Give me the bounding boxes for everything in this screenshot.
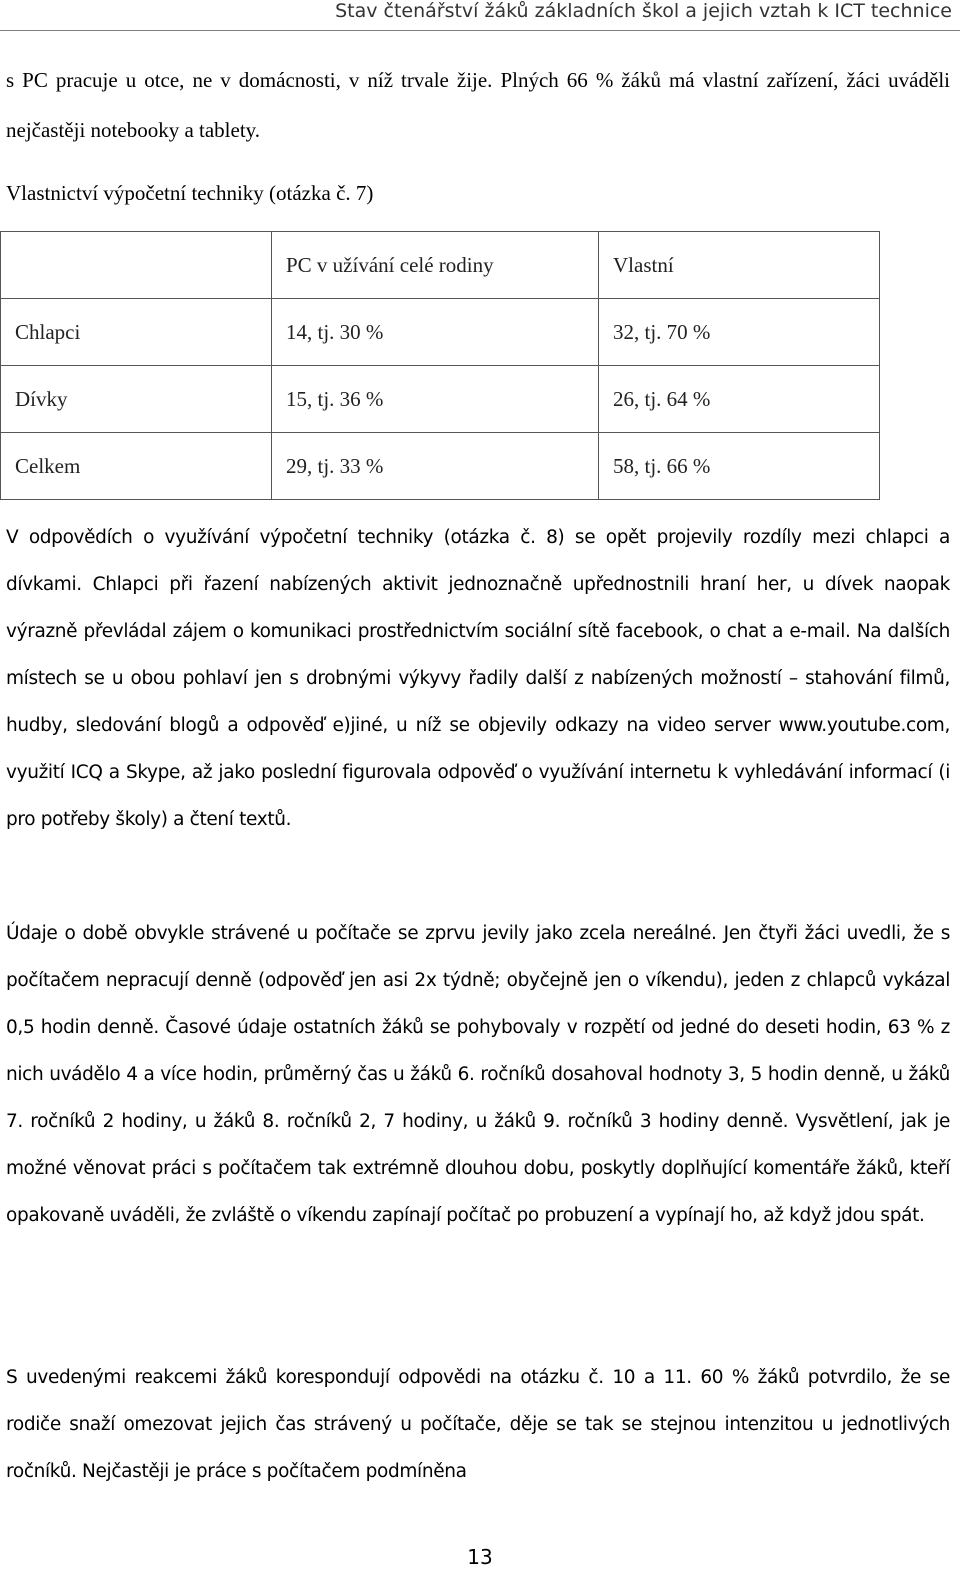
table-row (1, 366, 880, 433)
paragraph-parental-limits (6, 1354, 950, 1495)
table-caption: Vlastnictví výpočetní techniky (otázka č. 7) (6, 181, 374, 205)
intro-paragraph-text: s PC pracuje u otce, ne v domácnosti, v níž trvale žije. Plných 66 % žáků má vlastní zařízení, žáci uváděli nejčastěji notebooky a tablety. (6, 68, 950, 142)
table-cell: 29, tj. 33 % (272, 433, 599, 500)
paragraph-time-spent (6, 910, 950, 1239)
table-cell: 26, tj. 64 % (599, 366, 880, 433)
paragraph-text: V odpovědích o využívání výpočetní techniky (otázka č. 8) se opět projevily rozdíly mezi chlapci a dívkami. Chlapci při řazení nabízených aktivit jednoznačně upřednostnili hraní her, u dívek naopak výrazně převládal zájem o komunikaci prostřednictvím sociální sítě facebook, o chat a e-mail. Na dalších místech se u obou pohlaví jen s drobnými výkyvy řadily další z nabízených možností – stahování filmů, hudby, sledování blogů a odpověď e)jiné, u níž se objevily odkazy na video server www.youtube.com, využití ICQ a Skype, až jako poslední figurovala odpověď o využívání internetu k vyhledávání informací (i pro potřeby školy) a čtení textů. (6, 527, 950, 830)
paragraph-computer-usage (6, 514, 950, 843)
table-row (1, 299, 880, 366)
table-header-row (1, 232, 880, 299)
intro-paragraph (6, 55, 950, 155)
table-header-cell (1, 232, 272, 299)
header-rule (0, 30, 960, 31)
table-cell: 14, tj. 30 % (272, 299, 599, 366)
page-number: 13 (467, 1545, 493, 1569)
table-row (1, 433, 880, 500)
table-cell: 32, tj. 70 % (599, 299, 880, 366)
running-header: Stav čtenářství žáků základních škol a jejich vztah k ICT technice (335, 0, 952, 22)
table-cell: 15, tj. 36 % (272, 366, 599, 433)
table-row-label: Chlapci (1, 299, 272, 366)
table-header-cell: PC v užívání celé rodiny (272, 232, 599, 299)
paragraph-text: Údaje o době obvykle strávené u počítače se zprvu jevily jako zcela nereálné. Jen čtyři žáci uvedli, že s počítačem nepracují denně (odpověď jen asi 2x týdně; obyčejně jen o víkendu), jeden z chlapců vykázal 0,5 hodin denně. Časové údaje ostatních žáků se pohybovaly v rozpětí od jedné do deseti hodin, 63 % z nich uvádělo 4 a více hodin, průměrný čas u žáků 6. ročníků dosahoval hodnoty 3, 5 hodin denně, u žáků 7. ročníků 2 hodiny, u žáků 8. ročníků 2, 7 hodiny, u žáků 9. ročníků 3 hodiny denně. Vysvětlení, jak je možné věnovat práci s počítačem tak extrémně dlouhou dobu, poskytly doplňující komentáře žáků, kteří opakovaně uváděli, že zvláště o víkendu zapínají počítač po probuzení a vypínají ho, až když jdou spát. (6, 923, 950, 1226)
table-row-label: Celkem (1, 433, 272, 500)
table-cell: 58, tj. 66 % (599, 433, 880, 500)
table-row-label: Dívky (1, 366, 272, 433)
ownership-table (0, 231, 880, 500)
table-header-cell: Vlastní (599, 232, 880, 299)
paragraph-text: S uvedenými reakcemi žáků korespondují odpovědi na otázku č. 10 a 11. 60 % žáků potvrdilo, že se rodiče snaží omezovat jejich čas strávený u počítače, děje se tak se stejnou intenzitou u jednotlivých ročníků. Nejčastěji je práce s počítačem podmíněna (6, 1367, 950, 1482)
